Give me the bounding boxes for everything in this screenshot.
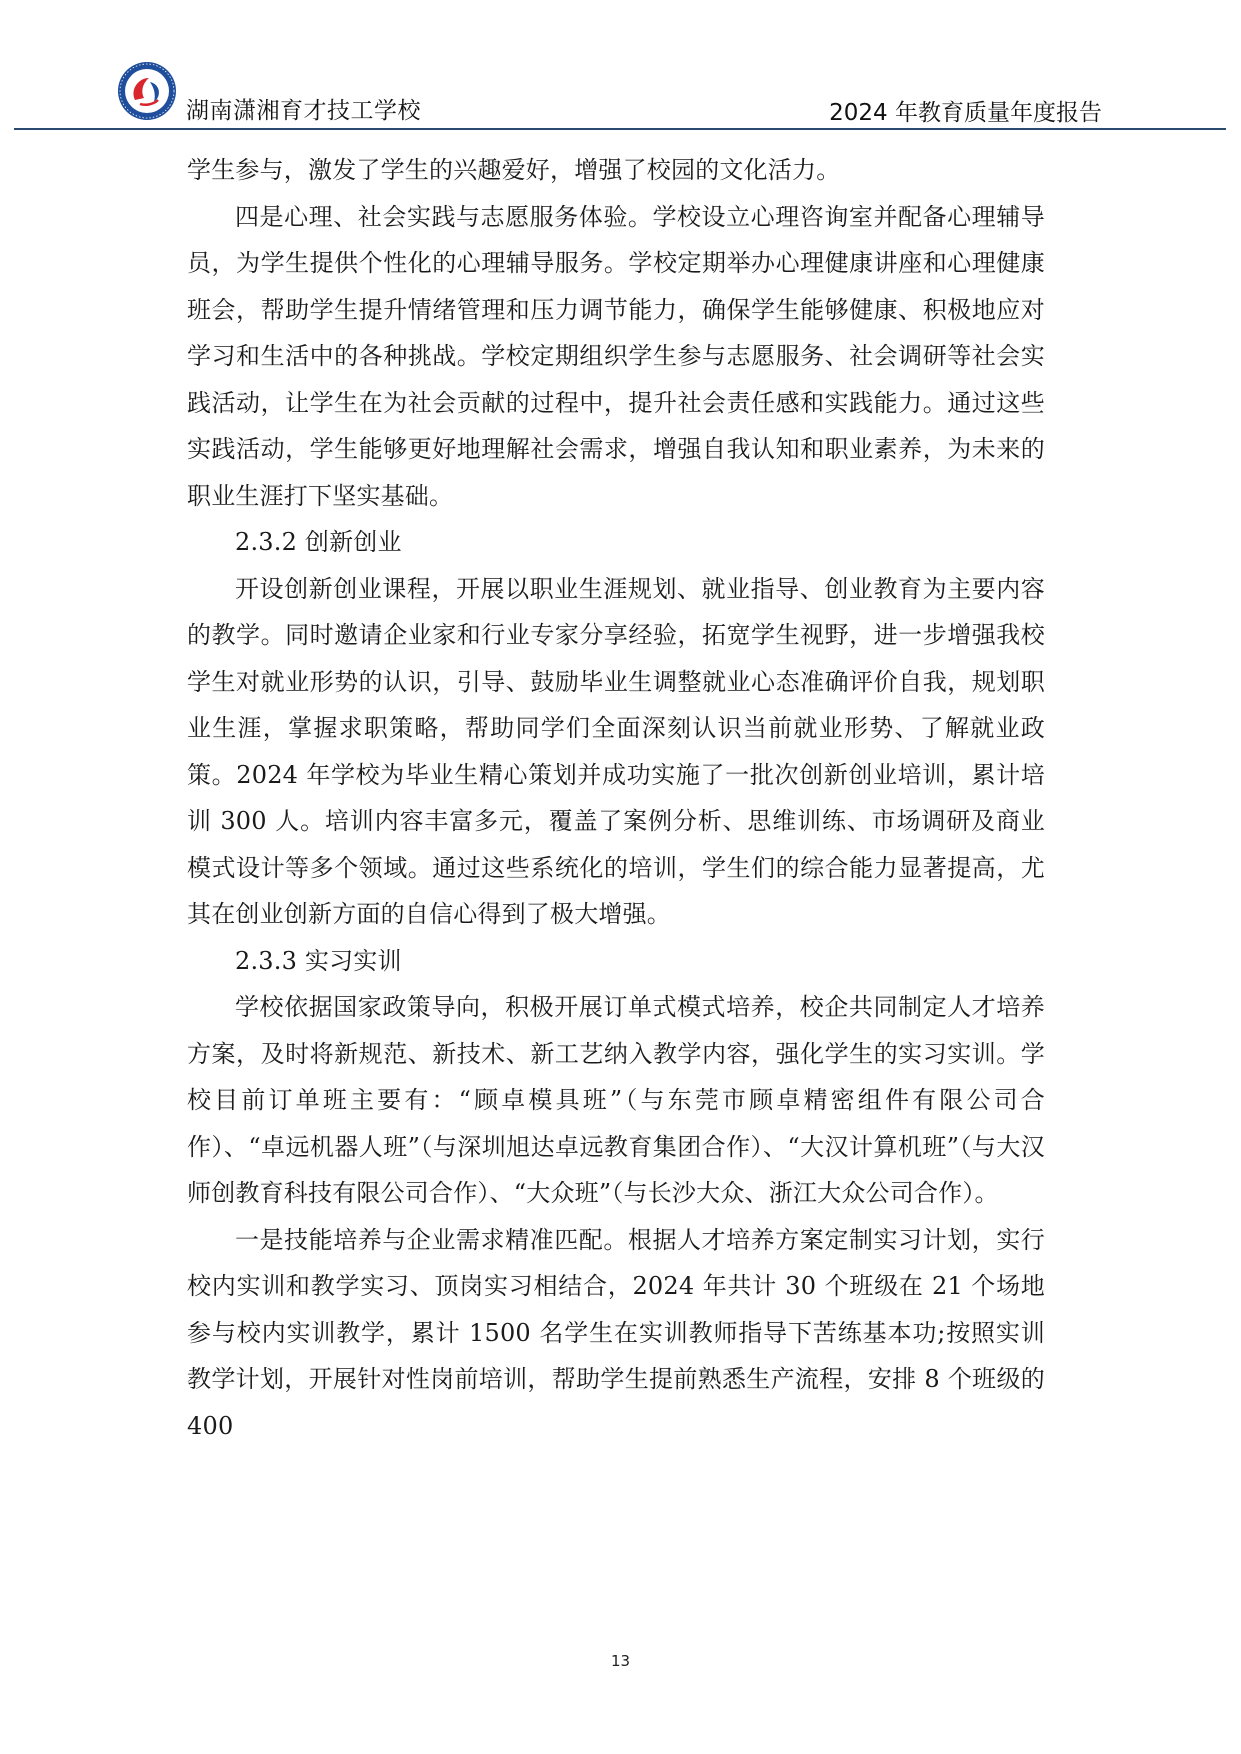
paragraph: 学校依据国家政策导向，积极开展订单式模式培养，校企共同制定人才培养方案，及时将新规范、新技术、新工艺纳入教学内容，强化学生的实习实训。学校目前订单班主要有：“顾卓模具班”（与东莞市顾卓精密组件有限公司合作）、“卓远机器人班”（与深圳旭达卓远教育集团合作）、“大汉计算机班”（与大汉师创教育科技有限公司合作）、“大众班”（与长沙大众、浙江大众公司合作）。 bbox=[187, 993, 1045, 1207]
page-number: 13 bbox=[610, 1652, 631, 1670]
school-name: 湖南潇湘育才技工学校 bbox=[186, 98, 421, 124]
section-heading: 2.3.3 实习实训 bbox=[235, 946, 402, 975]
section-heading: 2.3.2 创新创业 bbox=[235, 528, 402, 556]
header-divider bbox=[14, 128, 1226, 130]
page-header bbox=[14, 56, 1226, 130]
paragraph: 开设创新创业课程，开展以职业生涯规划、就业指导、创业教育为主要内容的教学。同时邀请企业家和行业专家分享经验，拓宽学生视野，进一步增强我校学生对就业形势的认识，引导、鼓励毕业生调整就业心态准确评价自我，规划职业生涯，掌握求职策略，帮助同学们全面深刻认识当前就业形势、了解就业政策。2024 年学校为毕业生精心策划并成功实施了一批次创新创业培训，累计培训 300 人。培训内容丰富多元，覆盖了案例分析、思维训练、市场调研及商业模式设计等多个领域。通过这些系统化的培训，学生们的综合能力显著提高，尤其在创业创新方面的自信心得到了极大增强。 bbox=[187, 574, 1045, 928]
paragraph: 四是心理、社会实践与志愿服务体验。学校设立心理咨询室并配备心理辅导员，为学生提供个性化的心理辅导服务。学校定期举办心理健康讲座和心理健康班会，帮助学生提升情绪管理和压力调节能力，确保学生能够健康、积极地应对学习和生活中的各种挑战。学校定期组织学生参与志愿服务、社会调研等社会实践活动，让学生在为社会贡献的过程中，提升社会责任感和实践能力。通过这些实践活动，学生能够更好地理解社会需求，增强自我认知和职业素养，为未来的职业生涯打下坚实基础。 bbox=[187, 202, 1045, 510]
paragraph: 学生参与，激发了学生的兴趣爱好，增强了校园的文化活力。 bbox=[187, 156, 841, 184]
paragraph: 一是技能培养与企业需求精准匹配。根据人才培养方案定制实习计划，实行校内实训和教学实习、顶岗实习相结合，2024 年共计 30 个班级在 21 个场地参与校内实训教学，累计 1500 名学生在实训教师指导下苦练基本功;按照实训教学计划，开展针对性岗前培训，帮助学生提前熟悉生产流程，安排 8 个班级的 400 bbox=[187, 1225, 1045, 1440]
report-title: 2024 年教育质量年度报告 bbox=[829, 100, 1102, 126]
page-body bbox=[187, 147, 1045, 1449]
school-emblem-icon bbox=[116, 60, 178, 122]
